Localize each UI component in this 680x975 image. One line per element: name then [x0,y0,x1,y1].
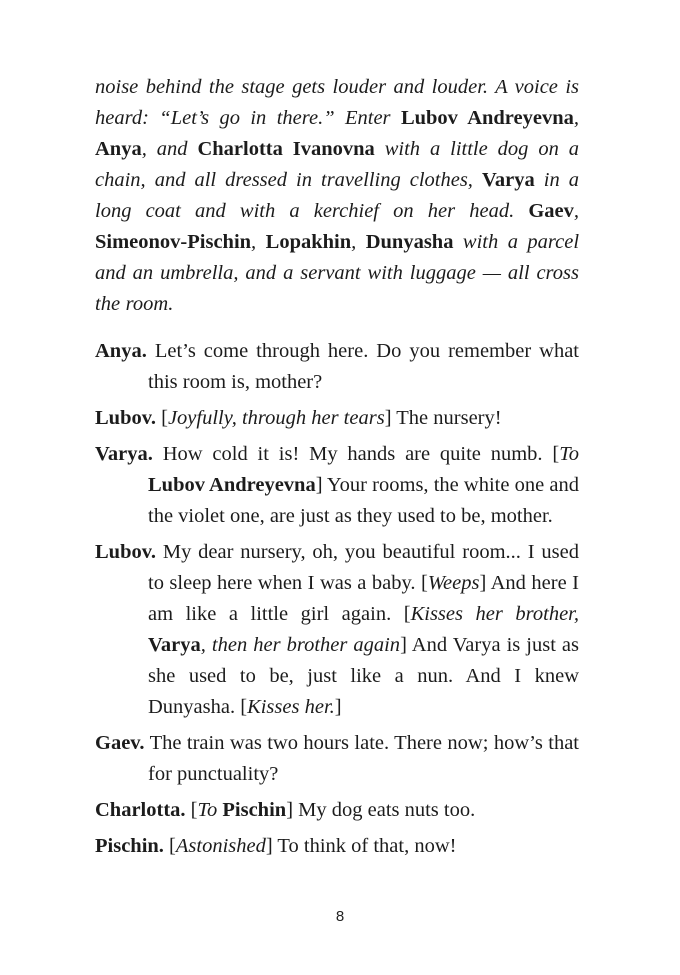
inline-stage-direction: To [559,443,579,465]
direction-text: with a little dog on a chain, and all dressed in travelling clothes, [95,138,579,191]
direction-text: , [573,107,580,129]
dialogue-text: ] My dog eats nuts too. [286,799,476,821]
dialogue-line-lubov [95,537,579,723]
character-name: Dunyasha [365,231,454,253]
speaker-name: Pischin. [95,835,164,857]
dialogue-text: ] Your rooms, the white one and the violet one, are just as they used to be, mother. [148,474,580,527]
dialogue-text: ] And Varya is just as she used to be, just like a nun. And I knew Dunyasha. [ [148,634,579,718]
dialogue-line-pischin [95,831,579,862]
speaker-name: Varya. [95,443,153,465]
dialogue-text: [ [163,835,176,857]
dialogue-text: ] And here I am like a little girl again. [ [148,572,579,625]
inline-stage-direction: To [197,799,218,821]
dialogue-text: ] The nursery! [384,407,502,429]
direction-text: in a long coat and with a kerchief on her head. [95,169,579,222]
direction-text: , [251,231,266,253]
speaker-name: Lubov. [95,407,156,429]
character-name: Anya [95,138,142,160]
inline-stage-direction: Joyfully, through her tears [167,407,385,429]
dialogue-line-charlotta [95,795,579,826]
character-name: Lubov Andreyevna [400,107,574,129]
character-name: Pischin [222,799,287,821]
speaker-name: Charlotta. [95,799,186,821]
direction-text: with a parcel and an umbrella, and a servant with luggage — all cross the room. [95,231,580,315]
dialogue-text: The train was two hours late. There now; how’s that for punctuality? [144,732,579,785]
character-name: Varya [481,169,535,191]
dialogue-text: ] To think of that, now! [265,835,457,857]
inline-stage-direction: Kisses her brother, [410,603,579,625]
inline-stage-direction: , then her brother again [200,634,401,656]
dialogue-line-varya [95,439,579,532]
inline-stage-direction: Kisses her. [247,696,335,718]
dialogue-line-anya [95,336,579,398]
dialogue-text: ] [334,696,342,718]
dialogue-text: [ [155,407,168,429]
play-text [95,72,579,867]
dialogue-line-lubov [95,403,579,434]
stage-direction [95,72,579,320]
direction-text: noise behind the stage gets louder and louder. A voice is heard: “Let’s go in there.” Enter [95,76,579,129]
speaker-name: Gaev. [95,732,145,754]
speaker-name: Lubov. [95,541,156,563]
inline-stage-direction: Astonished [175,835,266,857]
dialogue-text: Let’s come through here. Do you remember what this room is, mother? [146,340,579,393]
page-number: 8 [335,908,345,925]
character-name: Simeonov-Pischin [95,231,252,253]
direction-text: , [573,200,579,222]
direction-text: , and [141,138,198,160]
dialogue-text: [ [185,799,198,821]
speaker-name: Anya. [95,340,147,362]
direction-text: , [351,231,366,253]
dialogue-line-gaev [95,728,579,790]
character-name: Charlotta Ivanovna [197,138,375,160]
character-name: Lopakhin [265,231,352,253]
character-name: Varya [148,634,201,656]
character-name: Gaev [528,200,574,222]
dialogue-text: How cold it is! My hands are quite numb. [ [152,443,560,465]
character-name: Lubov Andreyevna [148,474,316,496]
dialogue-text: My dear nursery, oh, you beautiful room... I used to sleep here when I was a baby. [ [148,541,579,594]
inline-stage-direction: Weeps [427,572,480,594]
